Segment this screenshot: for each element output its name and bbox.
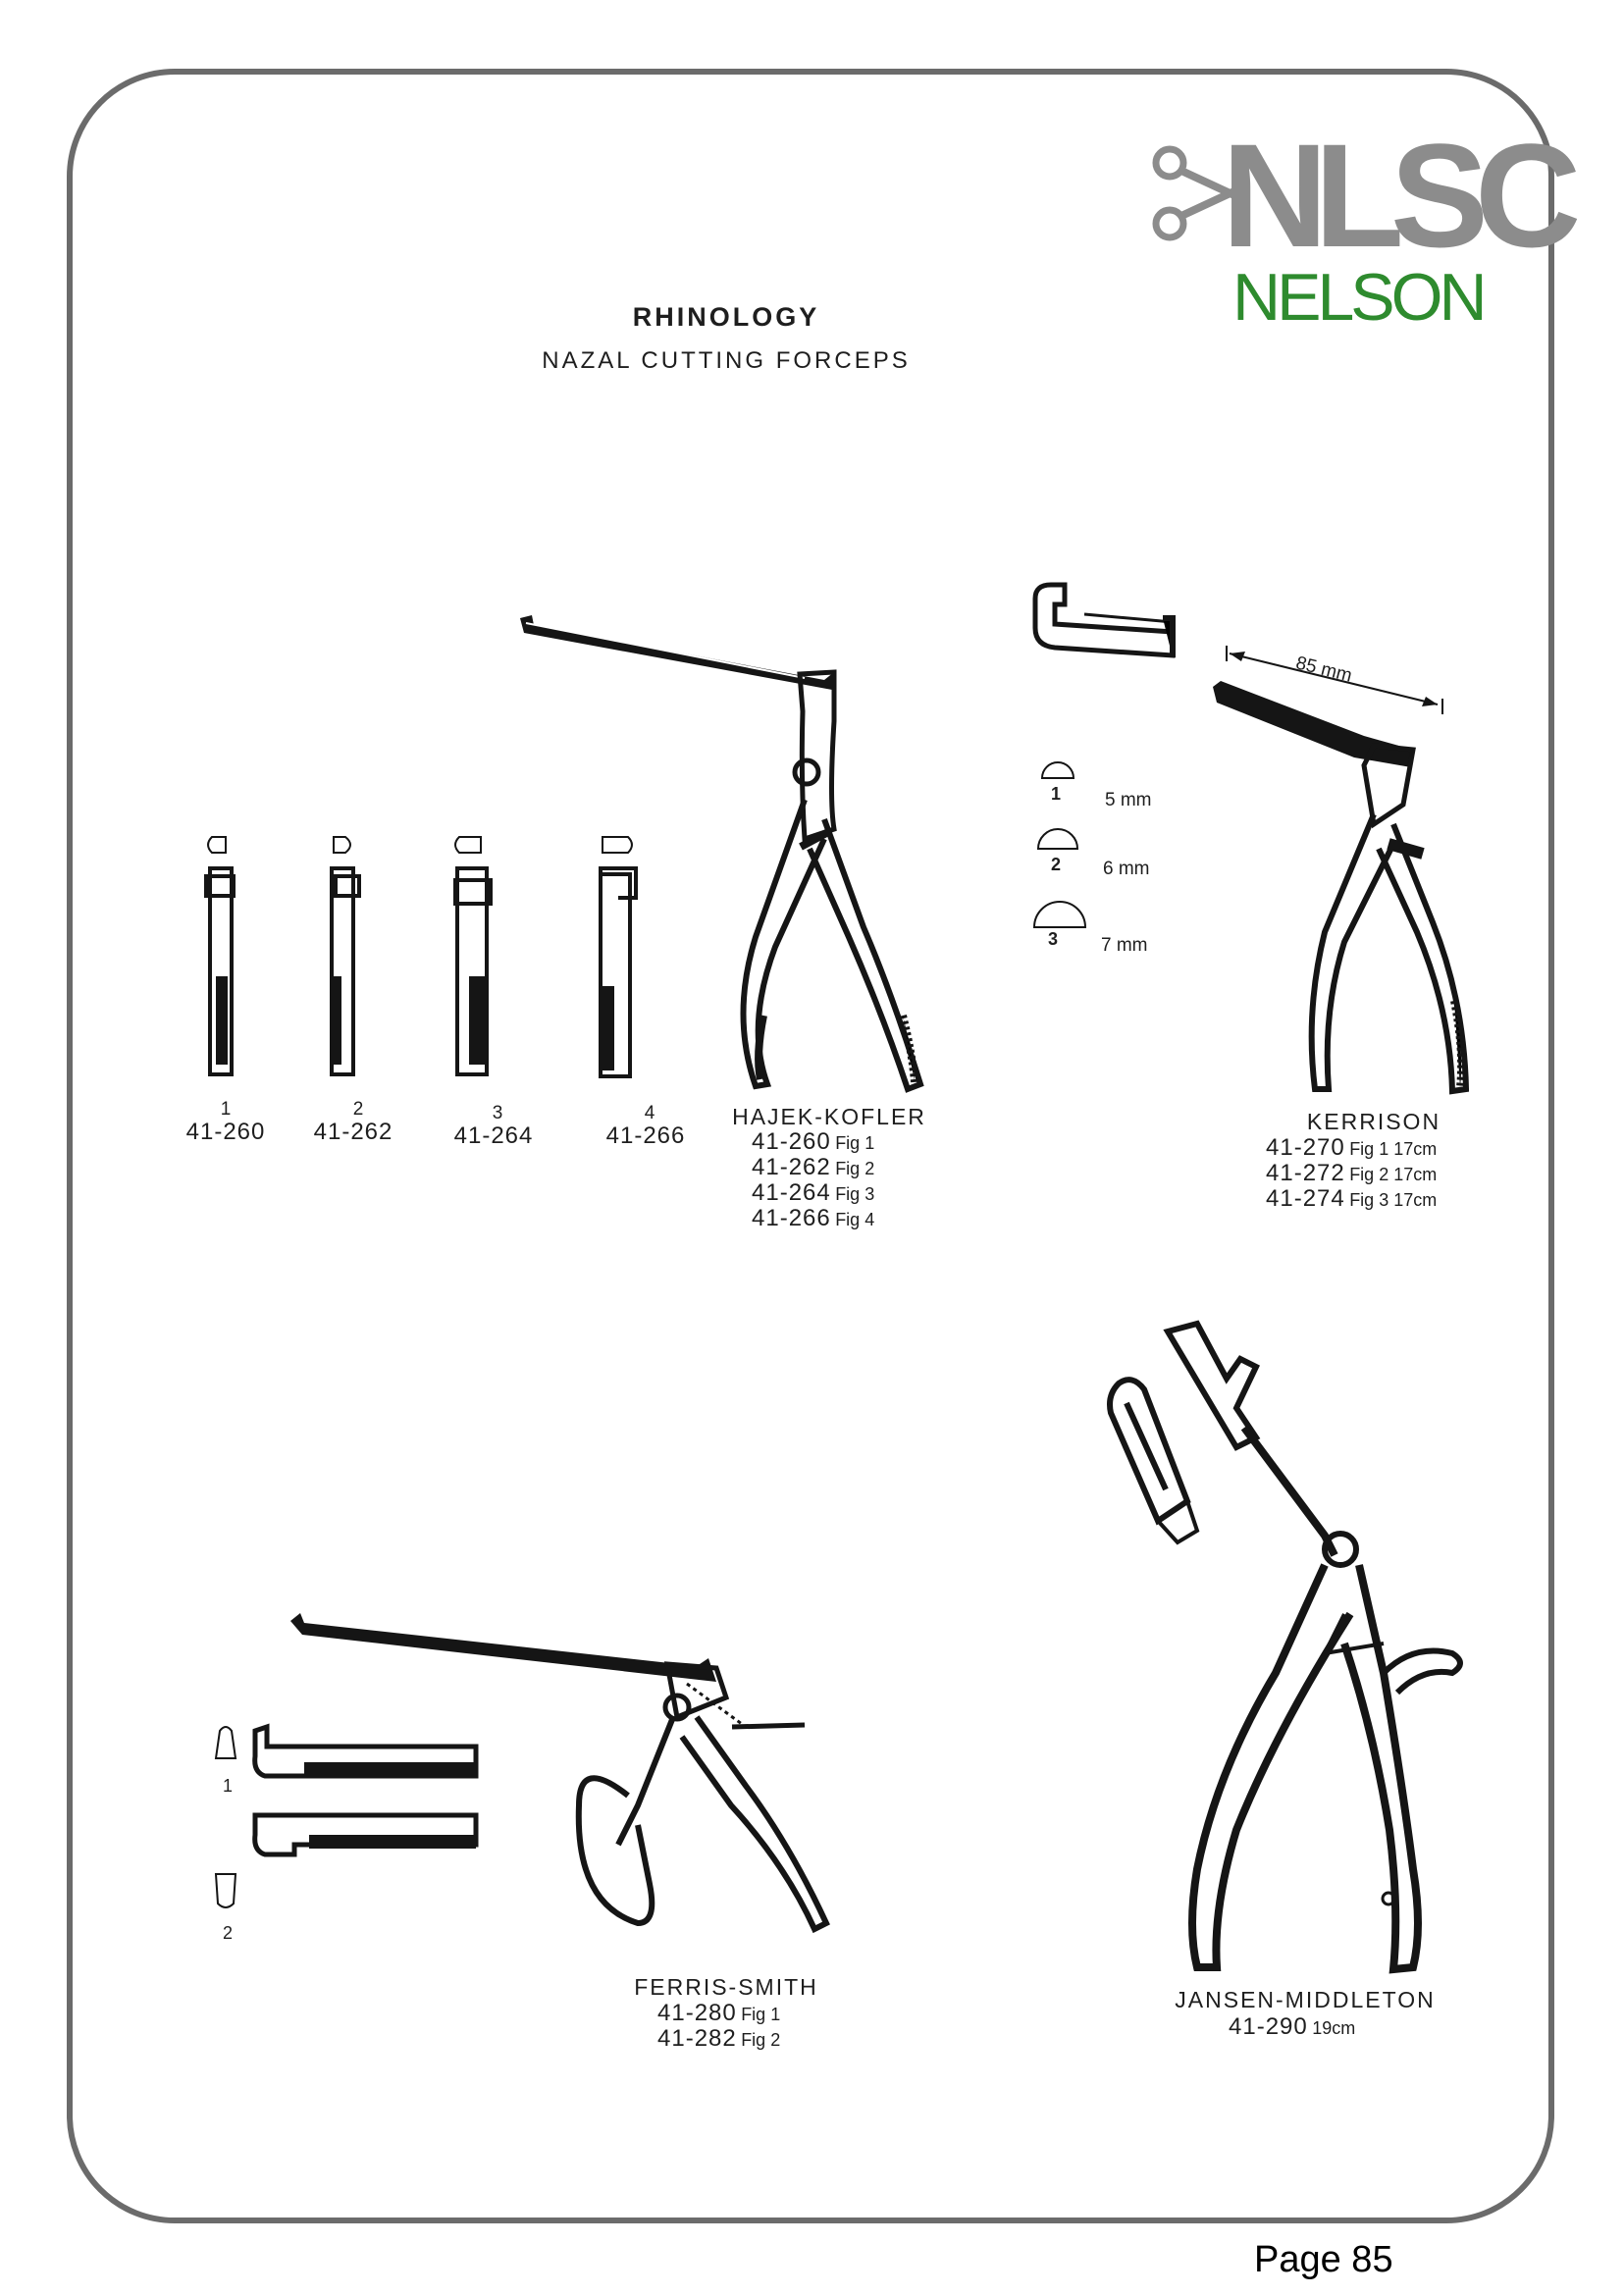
logo-wordmark: NELSON [1232, 260, 1484, 335]
size-3-label: 7 mm [1101, 935, 1148, 956]
tip-3-code: 41-264 [453, 1122, 534, 1149]
catalog-fig: Fig 2 [741, 2030, 781, 2050]
tip-4-code: 41-266 [605, 1122, 686, 1149]
jansen-middleton-name: JANSEN-MIDDLETON [1175, 1987, 1436, 2012]
size-2-label: 6 mm [1103, 859, 1150, 879]
tip-2-fig-number: 2 [352, 1099, 364, 1120]
catalog-code: 41-260 [752, 1128, 831, 1155]
catalog-code: 41-264 [752, 1179, 831, 1206]
page-title: RHINOLOGY [632, 302, 820, 332]
catalog-size: 19cm [1312, 2018, 1356, 2038]
size-1-fig-number: 1 [1051, 784, 1062, 804]
catalog-entry [752, 1128, 874, 1154]
catalog-fig: Fig 1 17cm [1349, 1139, 1438, 1159]
tip-1-fig-number: 1 [220, 1099, 232, 1120]
catalog-code: 41-274 [1266, 1185, 1345, 1212]
catalog-fig: Fig 2 [835, 1159, 875, 1178]
catalog-entry [657, 2025, 780, 2051]
catalog-fig: Fig 3 17cm [1349, 1190, 1438, 1210]
kerrison-instrument [1207, 677, 1482, 1099]
catalog-entry [1266, 1185, 1437, 1211]
ferris-smith-instrument [285, 1609, 834, 1962]
size-1-label: 5 mm [1105, 790, 1152, 810]
catalog-code: 41-290 [1229, 2013, 1308, 2040]
ferris-smith-name: FERRIS-SMITH [634, 1974, 818, 2000]
jansen-middleton-instrument [1158, 1320, 1472, 1987]
catalog-code: 41-266 [752, 1205, 831, 1231]
catalog-entry [657, 2000, 780, 2025]
tip-2-code: 41-262 [313, 1119, 393, 1145]
catalog-entry [1266, 1160, 1437, 1185]
jansen-middleton-catalog-list [1229, 2013, 1355, 2039]
kerrison-tip-detail [1025, 579, 1192, 667]
catalog-entry [1266, 1134, 1437, 1160]
half-circle-6mm-icon [1034, 821, 1083, 855]
ferris-smith-catalog-list [657, 2000, 780, 2051]
half-circle-7mm-icon [1030, 894, 1089, 933]
catalog-fig: Fig 4 [835, 1210, 875, 1229]
page-number: Page 85 [1254, 2239, 1393, 2280]
tip-3-fig-number: 3 [492, 1103, 503, 1123]
catalog-fig: Fig 1 [741, 2005, 781, 2024]
logo-initials-text: NLSC [1222, 113, 1568, 278]
ferris-tip-2-fig-number: 2 [223, 1923, 234, 1943]
logo-initials-graphic [1222, 113, 1568, 278]
catalog-code: 41-280 [657, 2000, 737, 2026]
company-logo [1148, 113, 1568, 335]
tip-fig-3-drawing [455, 837, 491, 1074]
page-subtitle: NAZAL CUTTING FORCEPS [542, 347, 911, 374]
catalog-entry [752, 1154, 874, 1179]
kerrison-size-legend [1030, 751, 1197, 966]
hajek-kofler-name: HAJEK-KOFLER [732, 1104, 926, 1129]
kerrison-length-label: 85 mm [1293, 652, 1354, 687]
catalog-entry [1229, 2013, 1355, 2039]
catalog-code: 41-282 [657, 2025, 737, 2052]
kerrison-name: KERRISON [1306, 1109, 1441, 1134]
catalog-fig: Fig 1 [835, 1133, 875, 1153]
hajek-kofler-catalog-list [752, 1128, 874, 1230]
catalog-code: 41-270 [1266, 1134, 1345, 1161]
catalog-entry [752, 1179, 874, 1205]
ferris-tip-1-fig-number: 1 [223, 1776, 234, 1796]
catalog-code: 41-272 [1266, 1160, 1345, 1186]
hajek-kofler-instrument [510, 603, 942, 1094]
catalog-fig: Fig 2 17cm [1349, 1165, 1438, 1184]
half-circle-5mm-icon [1038, 755, 1077, 784]
tip-fig-1-drawing [206, 837, 234, 1074]
tip-1-code: 41-260 [185, 1119, 266, 1145]
kerrison-catalog-list [1266, 1134, 1437, 1211]
catalog-code: 41-262 [752, 1154, 831, 1180]
catalog-fig: Fig 3 [835, 1184, 875, 1204]
tip-fig-2-drawing [332, 837, 359, 1074]
catalog-entry [752, 1205, 874, 1230]
tip-4-fig-number: 4 [644, 1103, 655, 1123]
size-3-fig-number: 3 [1048, 929, 1059, 949]
size-2-fig-number: 2 [1051, 855, 1062, 874]
